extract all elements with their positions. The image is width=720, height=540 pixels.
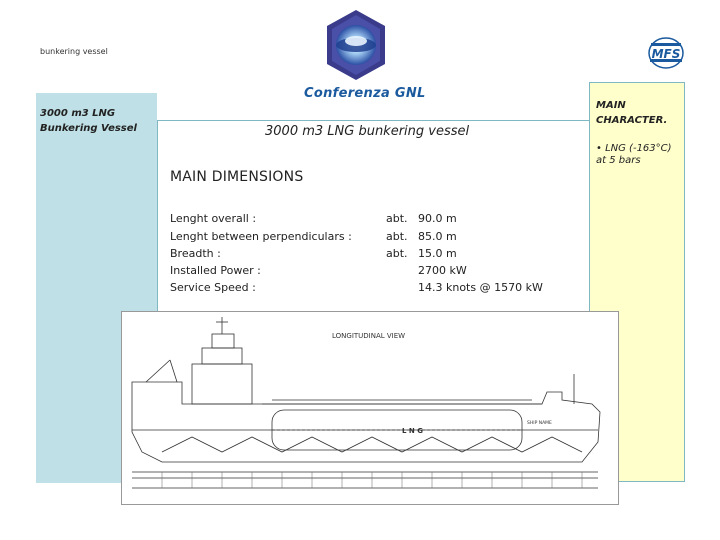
conferenza-logo-text: Conferenza GNL (304, 86, 426, 101)
dimension-value: 90.0 m (418, 212, 457, 225)
dimension-approx: abt. (386, 230, 408, 243)
dimension-label: Lenght between perpendiculars : (170, 230, 352, 243)
dimension-approx: abt. (386, 212, 408, 225)
dimension-value: 14.3 knots @ 1570 kW (418, 281, 543, 294)
dimension-value: 85.0 m (418, 230, 457, 243)
conferenza-logo (325, 8, 387, 82)
header-text: bunkering vessel (40, 47, 108, 56)
right-panel-bullet: • LNG (-163°C) at 5 bars (596, 143, 672, 166)
page-subtitle: 3000 m3 LNG bunkering vessel (265, 124, 470, 139)
dimension-value: 15.0 m (418, 247, 457, 260)
drawing-ship-name: SHIP NAME (527, 421, 552, 426)
dimensions-heading: MAIN DIMENSIONS (170, 169, 304, 185)
dimension-approx: abt. (386, 247, 408, 260)
drawing-tank-label: L N G (402, 427, 423, 435)
dimension-value: 2700 kW (418, 264, 467, 277)
svg-text:MFS: MFS (651, 47, 681, 61)
left-panel-title: 3000 m3 LNG Bunkering Vessel (40, 108, 137, 134)
dimension-label: Breadth : (170, 247, 221, 260)
ship-longitudinal-drawing (121, 311, 619, 505)
dimension-label: Service Speed : (170, 281, 256, 294)
right-panel-heading: MAIN CHARACTER. (596, 100, 668, 126)
dimension-label: Installed Power : (170, 264, 261, 277)
drawing-title: LONGITUDINAL VIEW (332, 332, 406, 340)
dimension-label: Lenght overall : (170, 212, 257, 225)
mfs-logo (648, 37, 684, 69)
